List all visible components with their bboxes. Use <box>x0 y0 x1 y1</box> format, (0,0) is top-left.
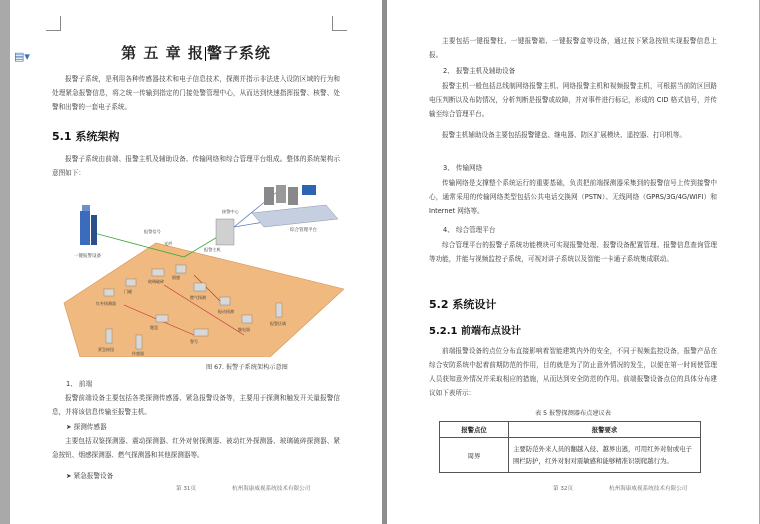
chapter-title-text: 警子系统 <box>206 44 271 62</box>
diagram-label-front: 一键报警设备 <box>74 254 101 259</box>
diagram-label-vib: 振动探测 <box>218 309 234 314</box>
frontend-layout-paragraph: 前端报警设备的点位分布直接影响着智能建筑内外的安全，不同于视频监控设备，报警产品在综合安防系统中起着前期防范的作用，目的就是为了防止意外情况的发生，以便在第一时间使管理人员获知意外情况并采取相应的措施，从而达到安全防范的作用。前端报警设备点位的具体分布建议如下表所示： <box>429 347 717 397</box>
diagram-label-sensor: 传感器 <box>132 351 144 356</box>
host-aux-paragraph: 报警主机辅助设备主要包括报警键盘、继电器、防区扩展模块、遥控器、打印机等。 <box>442 131 686 139</box>
network-paragraph: 传输网络是支撑整个系统运行的重要基础，负责把前端探测器采集到的报警信号上传到接警中心，通常采用的传输网络类型包括公共电话交换网（PSTN）、无线网络（GPRS/3G/4G/WIFI）和 Internet 网络等。 <box>429 179 717 215</box>
table-header-cell: 报警要求 <box>509 422 701 438</box>
chapter-title-text: 第 五 章 报 <box>121 44 204 62</box>
bullet-emergency <box>66 470 113 480</box>
alarm-host-graphic <box>216 219 234 245</box>
alarm-architecture-diagram <box>44 185 344 357</box>
section-heading-5-2-1: 5.2.1 前端布点设计 <box>429 326 521 337</box>
document-page-left <box>10 0 382 524</box>
page-number: 第 32页 <box>553 486 574 492</box>
list-item-host: 2、 报警主机及辅助设备 <box>443 67 516 75</box>
diagram-label-host: 报警主机 <box>204 247 221 252</box>
margin-corner-mark <box>46 16 61 31</box>
document-page-right <box>387 0 759 524</box>
architecture-paragraph: 报警子系统由前端、报警主机及辅助设备、传输网络和综合管理平台组成。整体的系统架构示意图如下： <box>52 155 340 177</box>
diagram-label-door: 门磁 <box>124 289 132 294</box>
company-footer: 杭州海康威视系统技术有限公司 <box>609 486 688 492</box>
diagram-label-gas: 燃气探测 <box>190 295 206 300</box>
list-item-frontend: 1、 前端 <box>66 380 93 388</box>
emergency-paragraph: 主要包括一键报警柱、一键报警箱、一键报警盒等设备，通过按下紧急按钮实现报警信息上报。 <box>429 37 717 59</box>
bullet-sensors <box>66 421 107 431</box>
diagram-label-glass: 玻璃破碎 <box>148 279 164 284</box>
diagram-label-hand-button: 紧急按钮 <box>98 347 114 352</box>
bullet-text: 探测传感器 <box>73 423 107 431</box>
figure-caption: 图 67. 报警子系统架构示意图 <box>206 364 288 371</box>
platform-paragraph: 综合管理平台的报警子系统功能模块可实现报警处理、报警设备配置管理、报警信息查询管理等功能，并能与视频监控子系统，可视对讲子系统以及智能一卡通子系统集成联动。 <box>429 241 717 263</box>
table-header-row <box>440 422 701 438</box>
alarm-column-graphic <box>80 205 97 245</box>
arrow-bullet-icon: ➤ <box>66 423 74 431</box>
diagram-label-area: 报警区域 <box>270 321 286 326</box>
diagram-label-relay: 继电器 <box>238 327 250 332</box>
list-item-network: 3、 传输网络 <box>443 164 483 172</box>
bullet-text: 紧急报警设备 <box>73 472 114 480</box>
list-item-platform: 4、 综合管理平台 <box>443 226 496 234</box>
table-cell: 主要防范外来人员的翻越入侵、越界出逃，可用红外对射或电子围栏防护，红外对射对震敏感和能够精准识别爬越行为。 <box>509 438 701 473</box>
margin-corner-mark <box>332 16 347 31</box>
server-rack-graphic <box>252 185 338 227</box>
alarm-layout-table <box>439 421 701 473</box>
diagram-label-ir: 红外探测器 <box>96 301 116 306</box>
frontend-paragraph: 报警前端设备主要包括各类探测传感器、紧急报警设备等，主要用于探测和触发开关量报警信息，并将该信息传输至报警主机。 <box>52 394 340 416</box>
table-header-cell: 报警点位 <box>440 422 509 438</box>
diagram-label-siren: 警号 <box>190 339 198 344</box>
host-paragraph: 报警主机一般包括总线制网络报警主机、网络报警主机和视频报警主机，可根据当前防区回路电压判断以及布防情况，分析判断是报警或故障，并对事件进行标记，形成的 CID 格式信号，并传输至综合管理平台。 <box>429 82 717 118</box>
intro-paragraph: 报警子系统，是利用各种传感器技术和电子信息技术，探测并指示非法进入设防区域的行为和处理紧急报警信息，将之统一传输到指定的门接处警管理中心，从而达到快速指挥报警、核警、处警和出警的一套电子系统。 <box>52 75 340 111</box>
chapter-title <box>10 42 382 63</box>
diagram-label-fiber: 光纤 <box>164 241 173 246</box>
company-footer: 杭州海康威视系统技术有限公司 <box>232 486 311 492</box>
diagram-label-center: 接警中心 <box>222 209 239 214</box>
page-number: 第 31页 <box>176 486 197 492</box>
diagram-label-smoke: 烟感 <box>172 275 180 280</box>
section-heading-5-1: 5.1 系统架构 <box>52 130 120 143</box>
table-row <box>440 438 701 473</box>
diagram-label-signal: 报警信号 <box>144 229 161 234</box>
document-layout-icon[interactable]: ▤▾ <box>14 50 30 63</box>
section-heading-5-2: 5.2 系统设计 <box>429 298 497 311</box>
table-cell: 周界 <box>440 438 509 473</box>
diagram-label-keyboard: 键盘 <box>150 325 158 330</box>
arrow-bullet-icon: ➤ <box>66 472 74 480</box>
sensors-paragraph: 主要包括双鉴探测器、震动探测器、红外对射探测器、被动红外探测器、玻璃破碎探测器、紧急按钮、烟感探测器、燃气探测器和其他探测器等。 <box>52 437 340 459</box>
table-caption: 表 5 报警探测器布点建议表 <box>535 410 611 417</box>
text-cursor <box>205 47 206 61</box>
diagram-label-platform: 综合管理平台 <box>290 228 317 233</box>
